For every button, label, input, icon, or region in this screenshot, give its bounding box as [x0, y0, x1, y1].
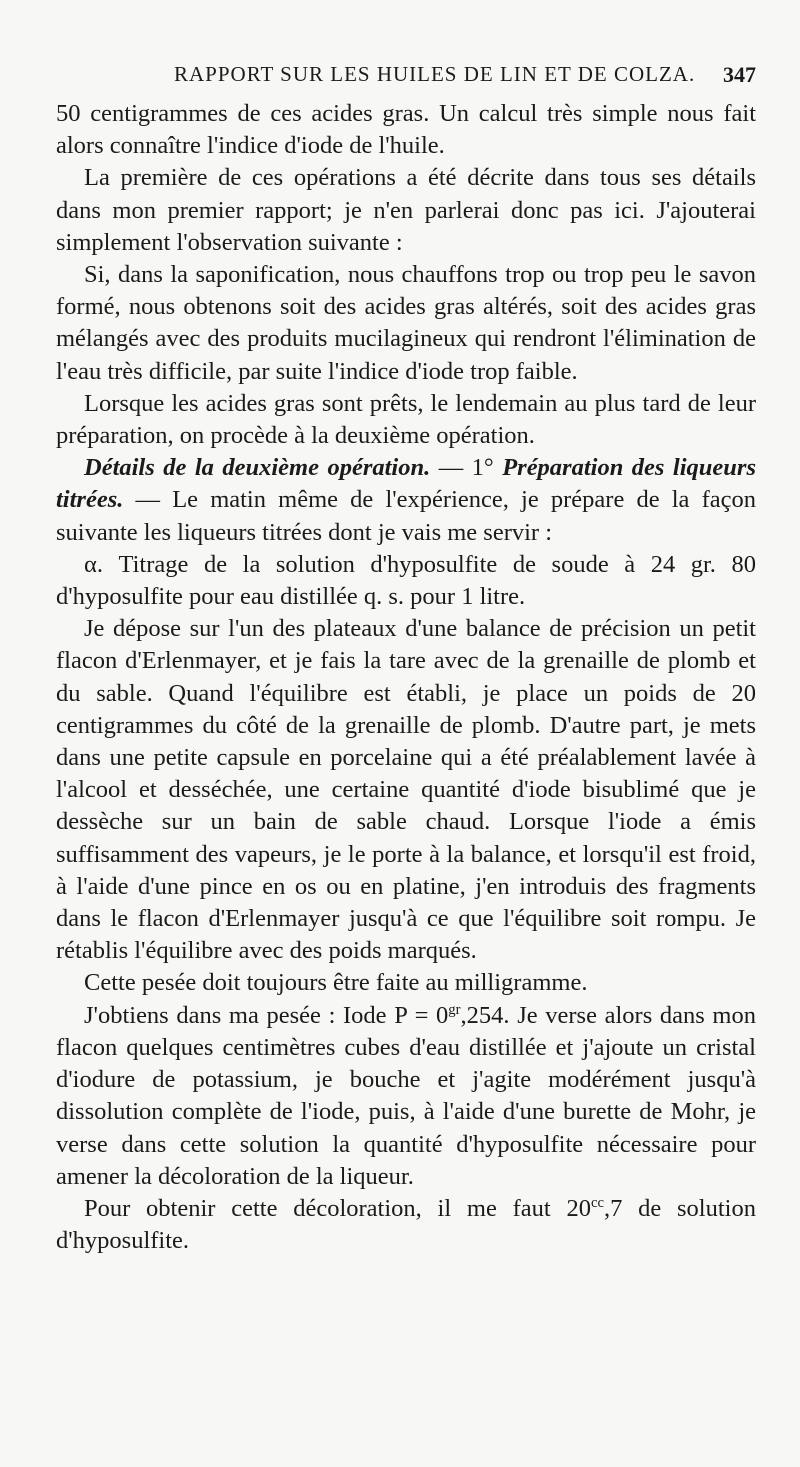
final-before: Pour obtenir cette décoloration, il me faut 20: [84, 1194, 591, 1222]
paragraph: 50 centigrammes de ces acides gras. Un calcul très simple nous fait alors connaître l'indice d'iode de l'huile.: [56, 100, 756, 160]
weighing-before: J'obtiens dans ma pesée : Iode P = 0: [84, 1001, 449, 1029]
weighing-unit: gr: [448, 1001, 461, 1018]
page-header: [56, 62, 756, 92]
section-title: Détails de la deuxième opération.: [84, 454, 431, 482]
section-dash: — 1°: [430, 454, 503, 482]
paragraph: α. Titrage de la solution d'hyposulfite de soude à 24 gr. 80 d'hyposulfite pour eau distillée q. s. pour 1 litre.: [56, 550, 756, 611]
paragraph: La première de ces opérations a été décrite dans tous ses détails dans mon premier rapport; je n'en parlerai donc pas ici. J'ajouterai simplement l'observation suivante :: [56, 164, 756, 256]
paragraph: Si, dans la saponification, nous chauffons trop ou trop peu le savon formé, nous obtenons soit des acides gras altérés, soit des acides gras mélangés avec des produits mucilagineux qui rendront l'élimination de l'eau très difficile, par suite l'indice d'iode trop faible.: [56, 261, 756, 385]
paragraph: Cette pesée doit toujours être faite au milligramme.: [84, 969, 588, 997]
final-unit: cc: [590, 1194, 604, 1211]
body-text: [56, 98, 756, 1257]
final-paragraph: [56, 1193, 756, 1257]
section-text: — Le matin même de l'expérience, je prépare de la façon suivante les liqueurs titrées dont je vais me servir :: [56, 486, 756, 546]
section-paragraph: [56, 452, 756, 549]
paragraph: Lorsque les acides gras sont prêts, le lendemain au plus tard de leur préparation, on procède à la deuxième opération.: [56, 389, 756, 450]
running-title: RAPPORT SUR LES HUILES DE LIN ET DE COLZA.: [174, 62, 696, 86]
section-subtitle: Préparation des liqueurs titrées.: [56, 454, 756, 514]
final-after: ,7 de solution d'hyposulfite.: [56, 1194, 756, 1255]
page-number: 347: [723, 62, 756, 87]
weighing-paragraph: [56, 1000, 756, 1193]
paragraph: Je dépose sur l'un des plateaux d'une balance de précision un petit flacon d'Erlenmayer, et je fais la tare avec de la grenaille de plomb et du sable. Quand l'équilibre est établi, je place un poids de 20 centigrammes du côté de la grenaille de plomb. D'autre part, je mets dans une petite capsule en porcelaine qui a été préalablement lavée à l'alcool et desséchée, une certaine quantité d'iode bisublimé que je dessèche sur un bain de sable chaud. Lorsque l'iode a émis suffisamment des vapeurs, je le porte à la balance, et lorsqu'il est froid, à l'aide d'une pince en os ou en platine, j'en introduis des fragments dans le flacon d'Erlenmayer jusqu'à ce que l'équilibre soit rompu. Je rétablis l'équilibre avec des poids marqués.: [56, 615, 756, 965]
weighing-after: ,254. Je verse alors dans mon flacon quelques centimètres cubes d'eau distillée et j'ajoute un cristal d'iodure de potassium, je bouche et j'agite modérément jusqu'à dissolution complète de l'iode, puis, à l'aide d'une burette de Mohr, je verse dans cette solution la quantité d'hyposulfite nécessaire pour amener la décoloration de la liqueur.: [56, 1001, 756, 1190]
